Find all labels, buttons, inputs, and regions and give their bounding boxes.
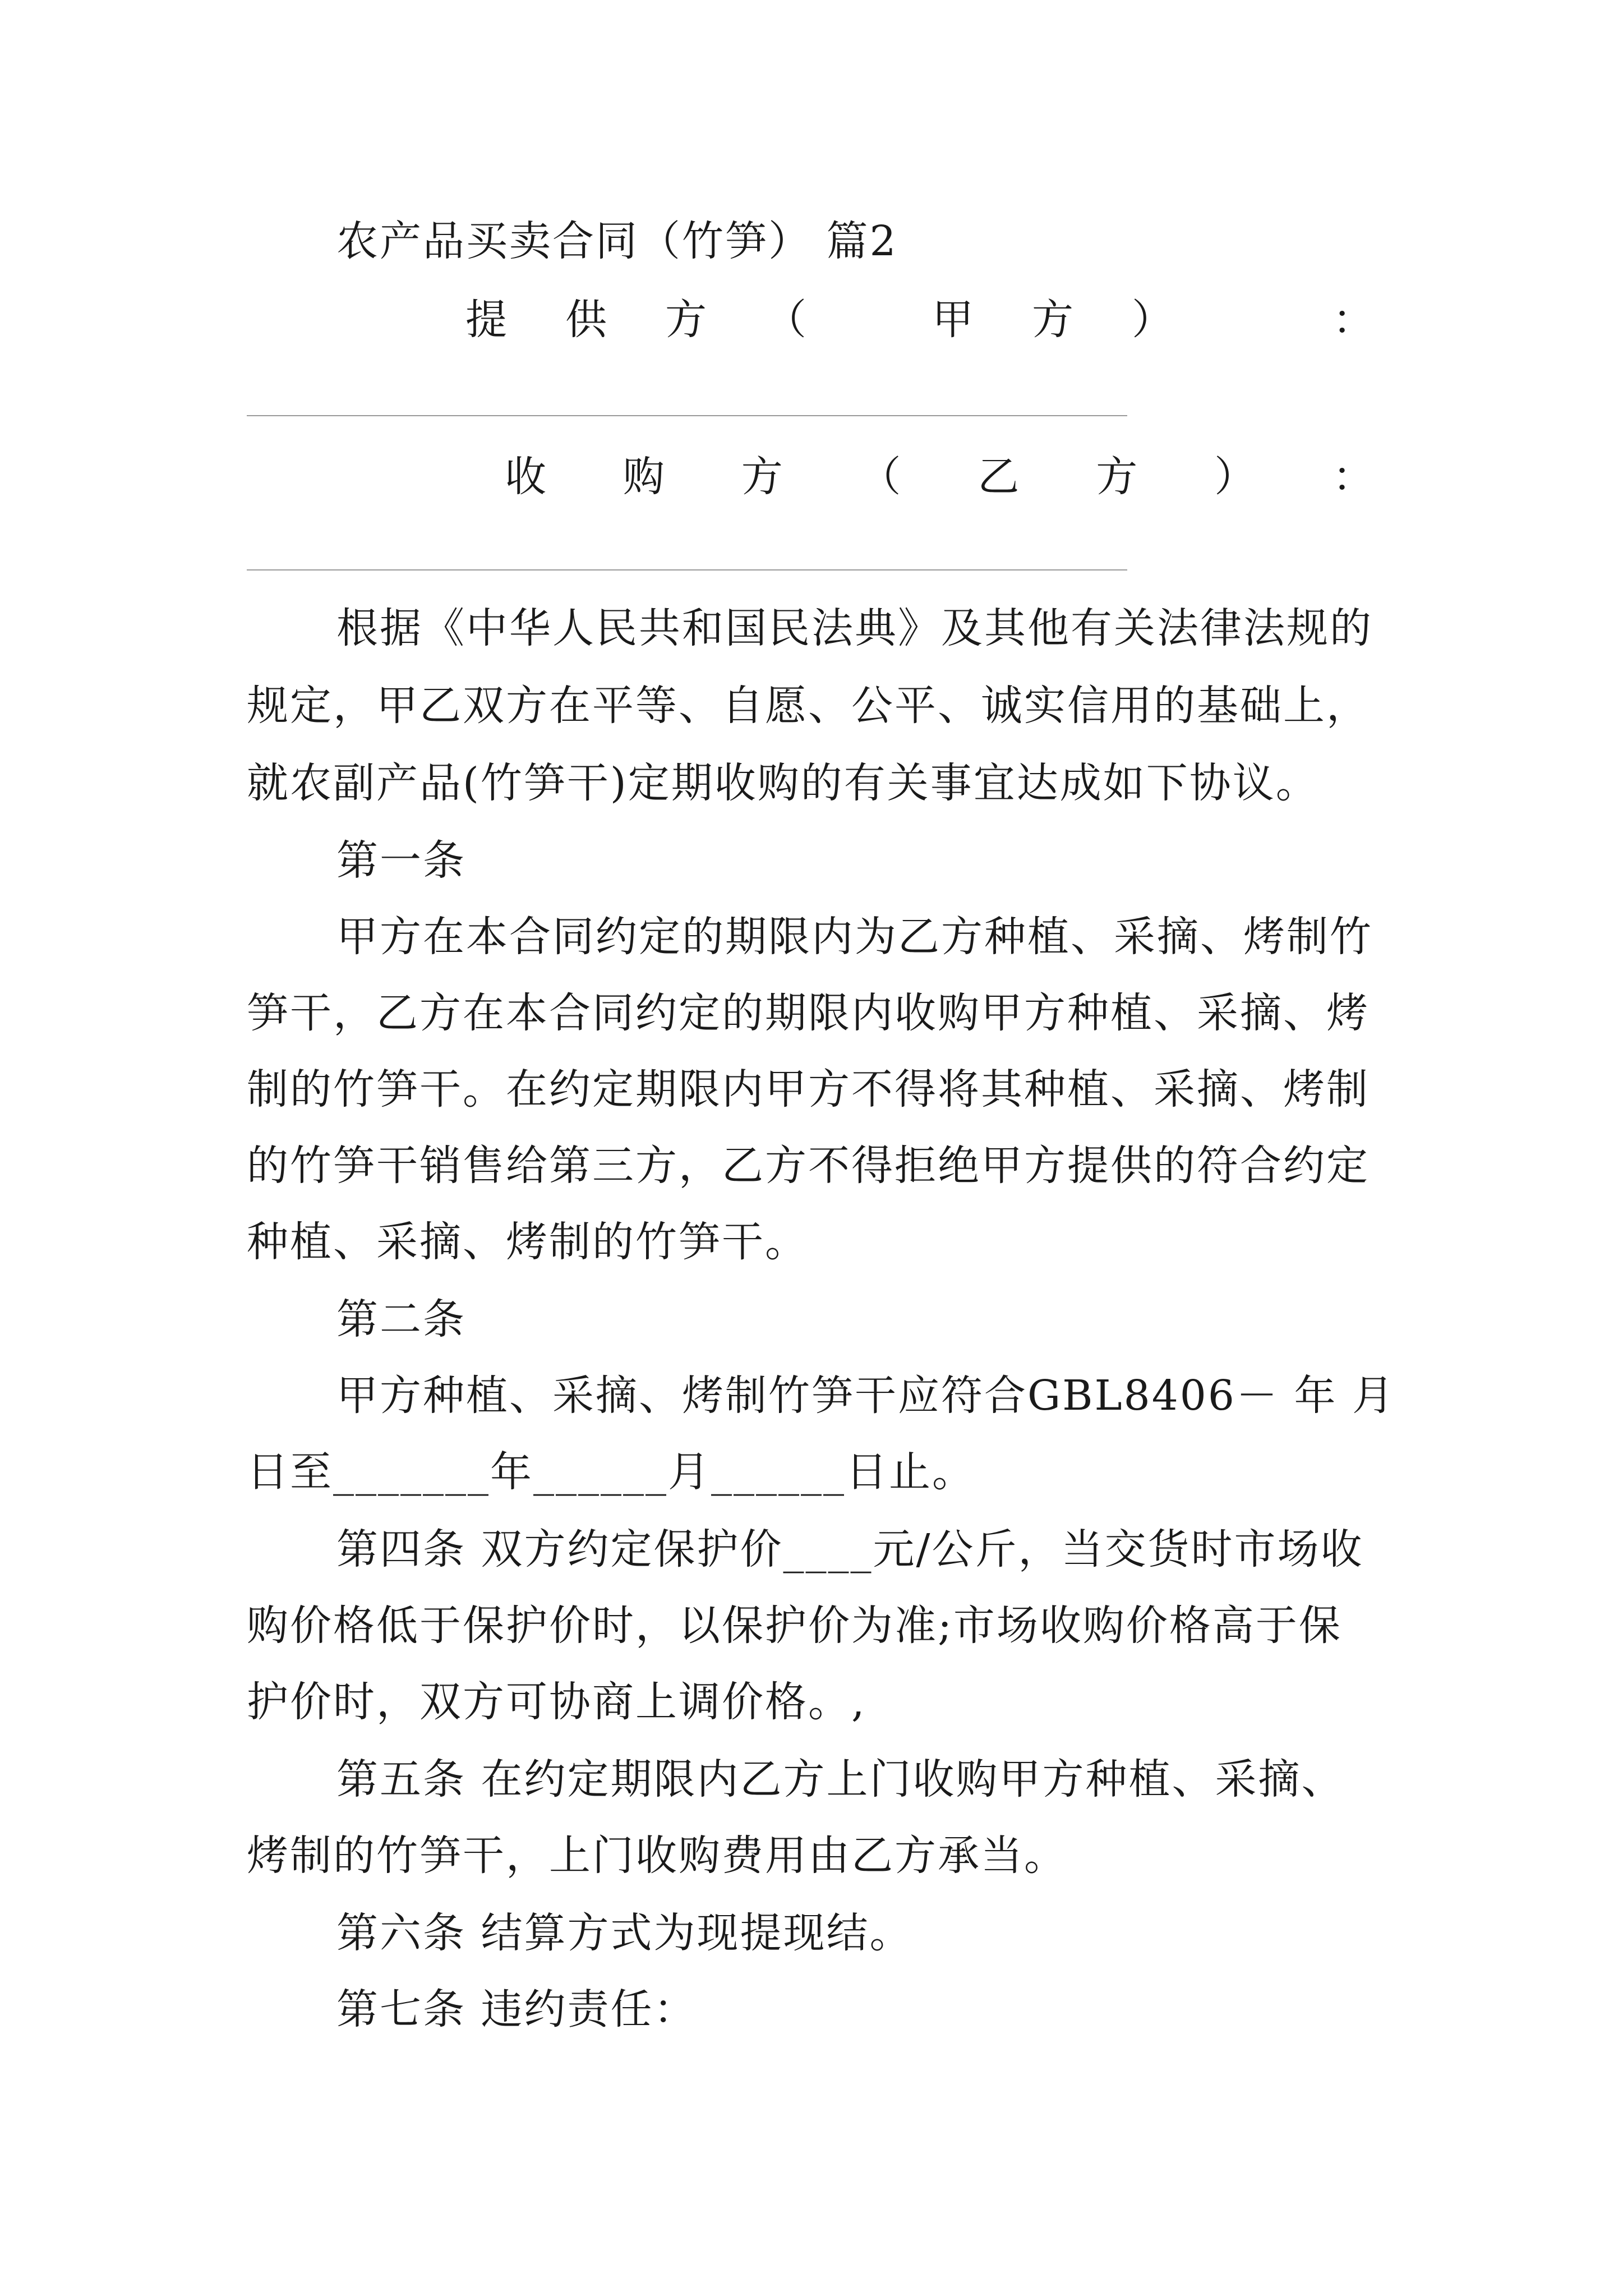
article-2-line: 甲方种植、采摘、烤制竹笋干应符合GBL8406－ 年 月 — [336, 1372, 1396, 1420]
article-1-heading: 第一条 — [336, 836, 466, 885]
party-a-char: ： — [1332, 296, 1374, 344]
party-b-char: 方 — [1096, 453, 1138, 501]
article-5-line: 烤制的竹笋干，上门收购费用由乙方承当。 — [247, 1832, 1067, 1880]
intro-line: 根据《中华人民共和国民法典》及其他有关法律法规的 — [336, 604, 1373, 652]
intro-line: 规定，甲乙双方在平等、自愿、公平、诚实信用的基础上， — [247, 682, 1370, 730]
article-4-line: 购价格低于保护价时，以保护价为准;市场收购价格高于保 — [247, 1602, 1342, 1650]
party-b-char: （ — [859, 453, 901, 501]
article-1-line: 制的竹笋干。在约定期限内甲方不得将其种植、采摘、烤制 — [247, 1065, 1370, 1114]
document-title: 农产品买卖合同（竹笋） 篇2 — [336, 217, 898, 265]
party-b-char: 乙 — [978, 453, 1020, 501]
intro-line: 就农副产品(竹笋干)定期收购的有关事宜达成如下协议。 — [247, 759, 1319, 807]
party-b-char: 购 — [623, 453, 665, 501]
party-a-char: 供 — [565, 296, 607, 344]
party-a-char: 提 — [465, 296, 507, 344]
party-a-char: ） — [1132, 296, 1173, 344]
article-2-line: 日至_______年______月______日止。 — [247, 1448, 975, 1496]
article-4-line: 护价时，双方可协商上调价格。, — [247, 1678, 866, 1726]
article-2-heading: 第二条 — [336, 1295, 466, 1343]
party-b-char: ： — [1332, 453, 1374, 501]
article-7-line: 第七条 违约责任： — [336, 1985, 697, 2033]
article-4-line: 第四条 双方约定保护价____元/公斤，当交货时市场收 — [336, 1525, 1364, 1573]
party-a-char: 甲 — [932, 296, 974, 344]
party-b-blank-line — [247, 569, 1127, 570]
party-a-blank-line — [247, 415, 1127, 416]
article-1-line: 甲方在本合同约定的期限内为乙方种植、采摘、烤制竹 — [336, 913, 1373, 961]
party-b-char: ） — [1214, 453, 1256, 501]
article-1-line: 的竹笋干销售给第三方，乙方不得拒绝甲方提供的符合约定 — [247, 1142, 1370, 1190]
party-a-line — [465, 292, 1374, 348]
party-a-char: 方 — [1032, 296, 1073, 344]
party-b-char: 方 — [741, 453, 783, 501]
article-1-line: 笋干，乙方在本合同约定的期限内收购甲方种植、采摘、烤 — [247, 989, 1370, 1037]
party-a-char: 方 — [665, 296, 707, 344]
article-5-line: 第五条 在约定期限内乙方上门收购甲方种植、采摘、 — [336, 1755, 1345, 1803]
party-b-char: 收 — [505, 453, 546, 501]
article-6-line: 第六条 结算方式为现提现结。 — [336, 1909, 913, 1957]
party-b-line — [505, 449, 1374, 505]
party-a-char: （ — [765, 296, 806, 344]
article-1-line: 种植、采摘、烤制的竹笋干。 — [247, 1218, 808, 1266]
